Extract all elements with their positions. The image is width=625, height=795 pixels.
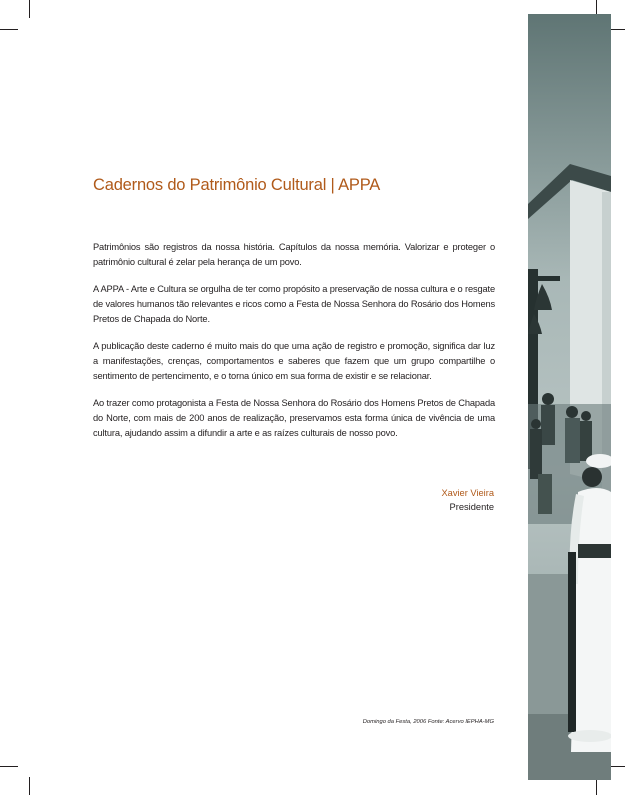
signature <box>441 486 494 514</box>
paragraph-1: Patrimônios são registros da nossa história. Capítulos da nossa memória. Valorizar e proteger o patrimônio cultural é zelar pela herança de um povo. <box>93 242 495 267</box>
signature-role: Presidente <box>449 502 494 512</box>
festival-photo-illustration <box>528 14 611 780</box>
photo-caption: Domingo da Festa, 2006 Fonte: Acervo IEPHA-MG <box>362 719 494 725</box>
crop-mark-top-left <box>29 0 30 18</box>
crop-mark-bottom-left <box>29 777 30 795</box>
body-text <box>93 240 495 453</box>
paragraph-4: Ao trazer como protagonista a Festa de Nossa Senhora do Rosário dos Homens Pretos de Chapada do Norte, com mais de 200 anos de realização, preservamos esta forma única de vivência de uma cultura, ajudando assim a difundir a arte e as raízes culturais de nosso povo. <box>93 398 495 438</box>
paragraph-3: A publicação deste caderno é muito mais do que uma ação de registro e promoção, significa dar luz a manifestações, crenças, comportamentos e saberes que fazem que um grupo compartilhe o sentimento de pertencimento, e o torna único em sua forma de existir e se relacionar. <box>93 341 495 381</box>
crop-mark-left-top <box>0 29 18 30</box>
signature-name: Xavier Vieira <box>441 488 494 498</box>
crop-mark-left-bottom <box>0 766 18 767</box>
page-title: Cadernos do Patrimônio Cultural | APPA <box>93 176 381 194</box>
paragraph-2: A APPA - Arte e Cultura se orgulha de ter como propósito a preservação de nossa cultura e o resgate de valores humanos tão relevantes e ricos como a Festa de Nossa Senhora do Rosário dos Homens Pretos de Chapada do Norte. <box>93 284 495 324</box>
festival-photo <box>528 14 611 780</box>
